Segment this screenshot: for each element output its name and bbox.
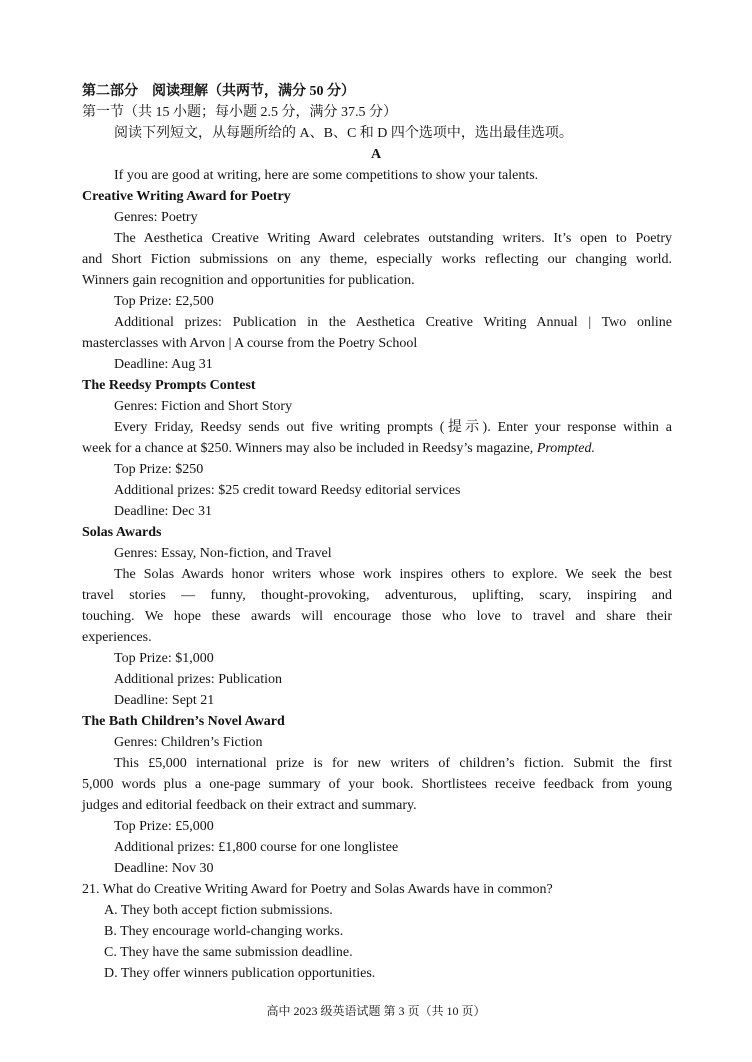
answer-option-c[interactable]: C. They have the same submission deadline. — [104, 945, 353, 960]
competition-genres: Genres: Fiction and Short Story — [114, 399, 293, 414]
competition-deadline: Deadline: Aug 31 — [114, 357, 213, 372]
competition-title: Creative Writing Award for Poetry — [82, 189, 291, 204]
competition-description-line: The Aesthetica Creative Writing Award celebrates outstanding writers. It’s open to Poetry — [114, 231, 672, 246]
description-text: week for a chance at $250. Winners may also be included in Reedsy’s magazine, — [82, 441, 537, 456]
competition-description-line: The Solas Awards honor writers whose work inspires others to explore. We seek the best — [114, 567, 672, 582]
question-text: 21. What do Creative Writing Award for Poetry and Solas Awards have in common? — [82, 882, 553, 897]
passage-label: A — [370, 147, 382, 162]
competition-description-line: Winners gain recognition and opportunities for publication. — [82, 273, 415, 288]
competition-genres: Genres: Essay, Non-fiction, and Travel — [114, 546, 332, 561]
competition-additional-prizes: Additional prizes: $25 credit toward Reedsy editorial services — [114, 483, 461, 498]
competition-deadline: Deadline: Sept 21 — [114, 693, 215, 708]
competition-title: Solas Awards — [82, 525, 162, 540]
answer-option-b[interactable]: B. They encourage world-changing works. — [104, 924, 344, 939]
competition-description-line — [82, 439, 595, 459]
competition-additional-prizes: Additional prizes: £1,800 course for one longlistee — [114, 840, 399, 855]
competition-description-line: and Short Fiction submissions on any theme, especially works reflecting our changing world. — [82, 252, 672, 267]
answer-option-d[interactable]: D. They offer winners publication opportunities. — [104, 966, 376, 981]
competition-title: The Bath Children’s Novel Award — [82, 714, 285, 729]
competition-description-line: touching. We hope these awards will encourage those who love to travel and share their — [82, 609, 672, 624]
competition-top-prize: Top Prize: £5,000 — [114, 819, 214, 834]
competition-additional-prizes: Additional prizes: Publication — [114, 672, 282, 687]
competition-top-prize: Top Prize: $250 — [114, 462, 204, 477]
competition-description-line: This £5,000 international prize is for new writers of children’s fiction. Submit the first — [114, 756, 672, 771]
competition-deadline: Deadline: Nov 30 — [114, 861, 214, 876]
competition-description-line: experiences. — [82, 630, 152, 645]
competition-top-prize: Top Prize: £2,500 — [114, 294, 214, 309]
competition-description-line: Every Friday, Reedsy sends out five writing prompts (提示). Enter your response within a — [114, 420, 672, 435]
page-footer: 高中 2023 级英语试题 第 3 页（共 10 页） — [266, 1004, 486, 1018]
competition-description-line: judges and editorial feedback on their extract and summary. — [82, 798, 417, 813]
passage-intro: If you are good at writing, here are some competitions to show your talents. — [114, 168, 539, 183]
competition-deadline: Deadline: Dec 31 — [114, 504, 212, 519]
competition-genres: Genres: Poetry — [114, 210, 198, 225]
competition-description-line: travel stories — funny, thought-provoking, adventurous, uplifting, scary, inspiring and — [82, 588, 672, 603]
competition-genres: Genres: Children’s Fiction — [114, 735, 263, 750]
instructions: 阅读下列短文，从每题所给的 A、B、C 和 D 四个选项中，选出最佳选项。 — [114, 126, 573, 141]
competition-additional-prizes: Additional prizes: Publication in the Aesthetica Creative Writing Annual | Two online — [114, 315, 672, 330]
answer-option-a[interactable]: A. They both accept fiction submissions. — [104, 903, 333, 918]
section-header: 第二部分 阅读理解（共两节，满分 50 分） — [82, 84, 355, 99]
competition-top-prize: Top Prize: $1,000 — [114, 651, 214, 666]
competition-additional-prizes: masterclasses with Arvon | A course from the Poetry School — [82, 336, 418, 351]
competition-description-line: 5,000 words plus a one-page summary of your book. Shortlistees receive feedback from young — [82, 777, 672, 792]
magazine-name: Prompted. — [536, 441, 596, 456]
competition-title: The Reedsy Prompts Contest — [82, 378, 256, 393]
subsection-header: 第一节（共 15 小题；每小题 2.5 分，满分 37.5 分） — [82, 105, 397, 120]
